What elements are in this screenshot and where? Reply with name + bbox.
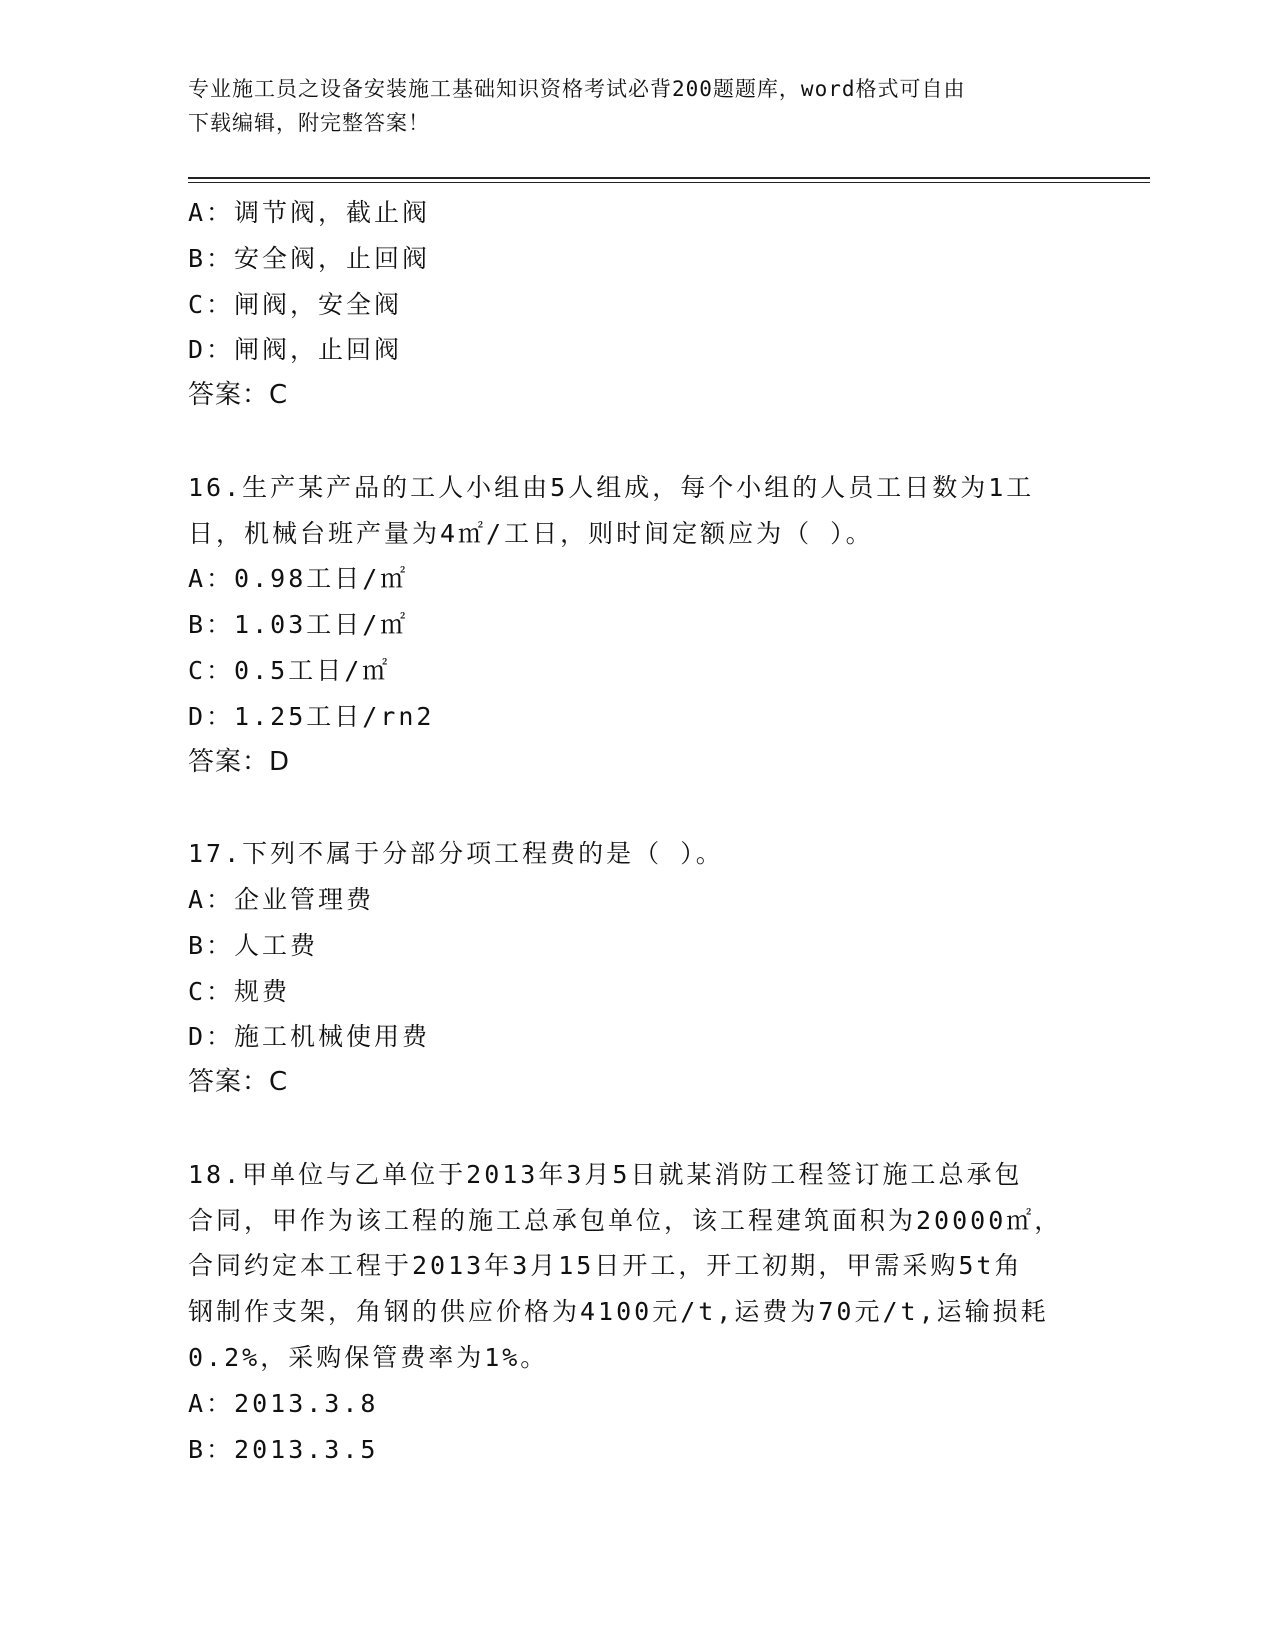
question-stem-line: 0.2%，采购保管费率为1%。 [188, 1342, 549, 1372]
option-a: A：0.98工日/㎡ [188, 564, 409, 594]
question-18 [188, 1152, 1088, 1473]
option-b: B：1.03工日/㎡ [188, 610, 409, 640]
option-b: B：2013.3.5 [188, 1434, 379, 1464]
question-stem-line: 17.下列不属于分部分项工程费的是（ ）。 [188, 839, 724, 869]
spacer [188, 785, 1088, 831]
question-stem-line: 合同，甲作为该工程的施工总承包单位，该工程建筑面积为20000㎡， [188, 1205, 1063, 1235]
option-b: B：安全阀，止回阀 [188, 243, 431, 273]
option-d: D：1.25工日/rn2 [188, 701, 435, 731]
header-divider-thin [188, 182, 1150, 183]
answer: 答案：C [188, 380, 289, 411]
question-stem-line: 16.生产某产品的工人小组由5人组成，每个小组的人员工日数为1工 [188, 472, 1035, 502]
header-line-2: 下载编辑，附完整答案！ [188, 111, 430, 135]
question-16 [188, 465, 1088, 786]
question-15-continued [188, 190, 1088, 419]
document-header [188, 72, 1068, 140]
option-d: D：施工机械使用费 [188, 1022, 431, 1052]
header-divider-thick [188, 177, 1150, 179]
header-line-1: 专业施工员之设备安装施工基础知识资格考试必背200题题库，word格式可自由 [188, 77, 966, 101]
spacer [188, 419, 1088, 465]
option-c: C：闸阀，安全阀 [188, 289, 403, 319]
spacer [188, 1106, 1088, 1152]
option-a: A：2013.3.8 [188, 1388, 379, 1418]
question-stem-line: 钢制作支架，角钢的供应价格为4100元/t,运费为70元/t,运输损耗 [188, 1297, 1049, 1327]
answer: 答案：C [188, 1067, 289, 1098]
option-d: D：闸阀，止回阀 [188, 335, 403, 365]
question-stem-line: 日，机械台班产量为4㎡/工日，则时间定额应为（ ）。 [188, 518, 874, 548]
option-c: C：规费 [188, 976, 291, 1006]
option-a: A：企业管理费 [188, 884, 375, 914]
option-a: A：调节阀，截止阀 [188, 198, 431, 227]
option-c: C：0.5工日/㎡ [188, 655, 391, 685]
answer: 答案：D [188, 746, 291, 777]
question-17 [188, 831, 1088, 1106]
question-content [188, 190, 1088, 1472]
question-stem-line: 18.甲单位与乙单位于2013年3月5日就某消防工程签订施工总承包 [188, 1159, 1023, 1189]
question-stem-line: 合同约定本工程于2013年3月15日开工，开工初期，甲需采购5t角 [188, 1251, 1023, 1281]
option-b: B：人工费 [188, 930, 319, 960]
